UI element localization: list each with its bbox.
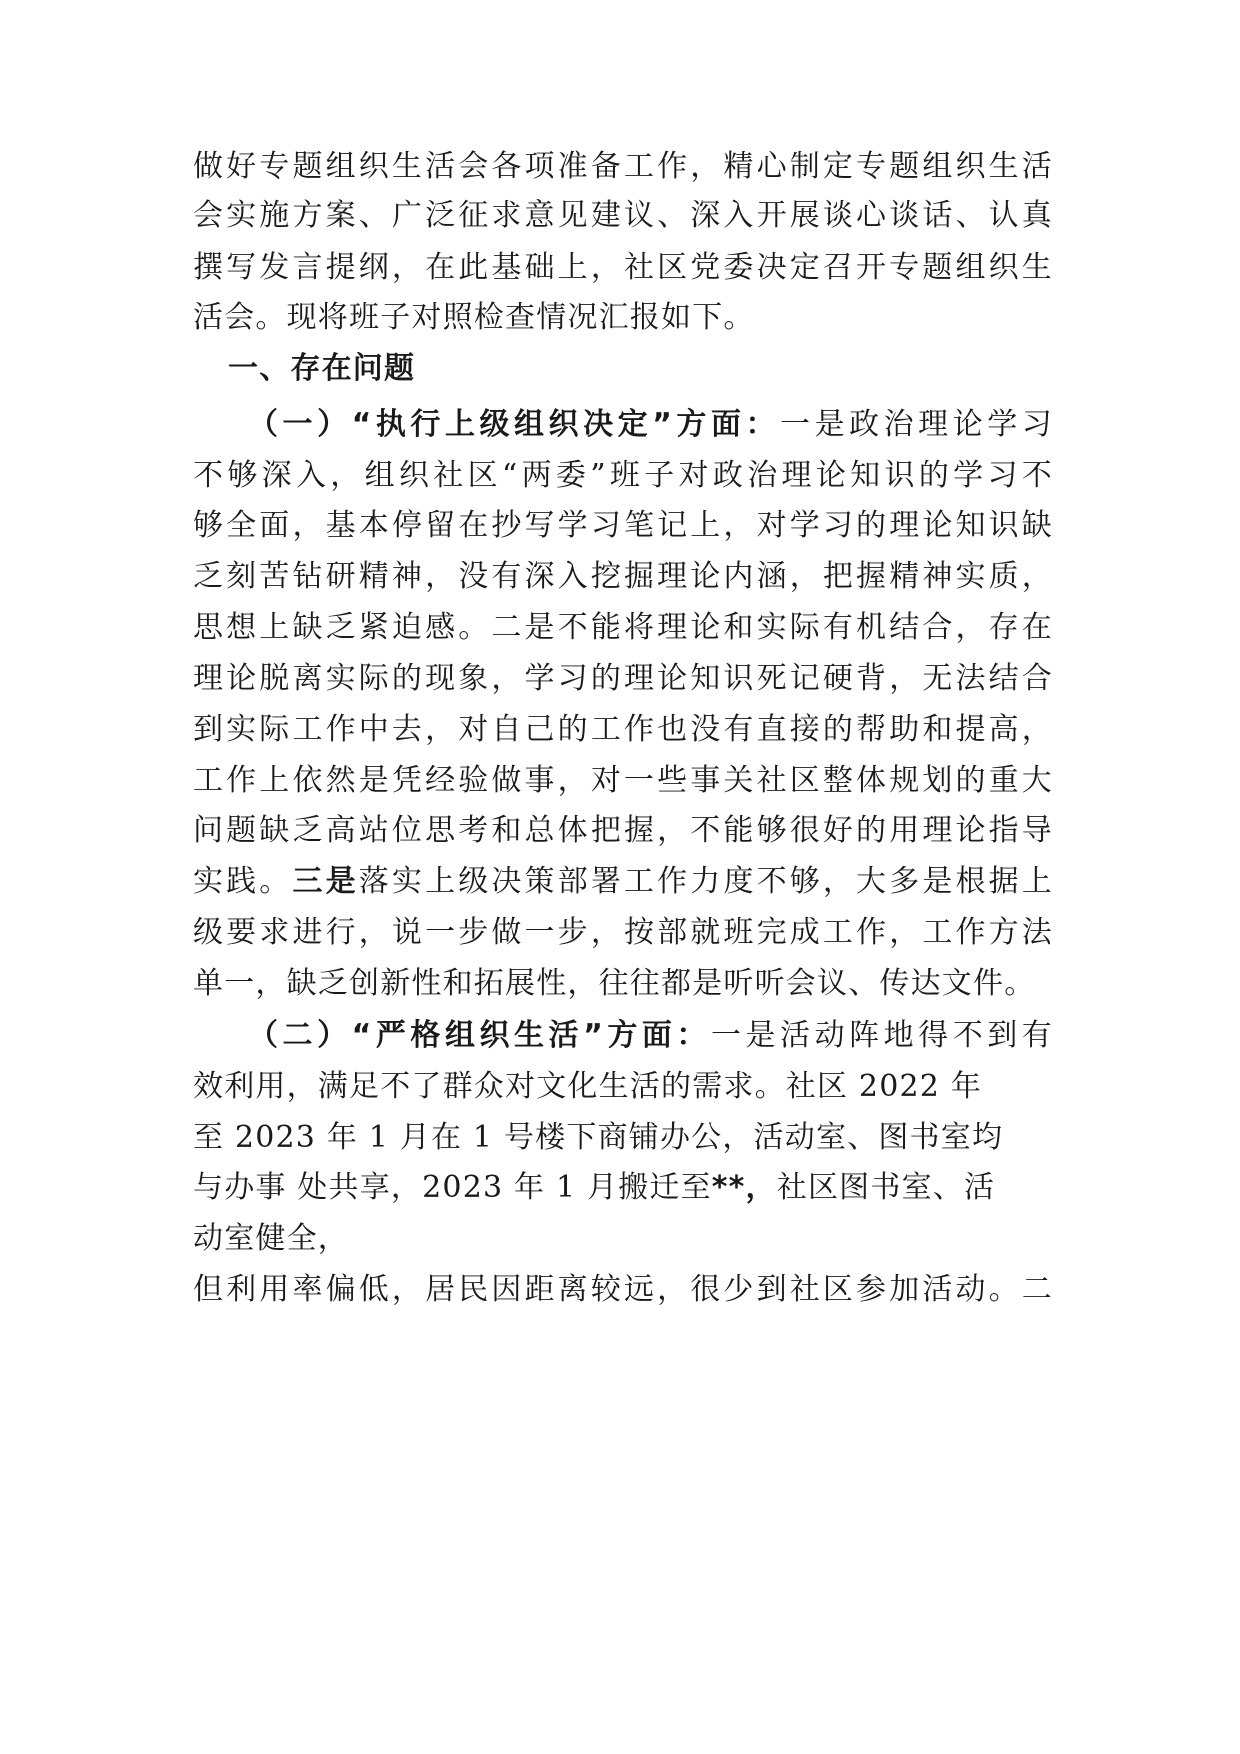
item1-line-emphasis: 三是 [292,864,359,899]
section-heading: 一、存在问题 [228,351,416,386]
item1-first-line-text: 一是政治理论学习 [780,407,1053,442]
item1-line: 够全面，基本停留在抄写学习笔记上，对学习的理论知识缺 [193,508,1053,543]
item2-line: 至 2023 年 1 月在 1 号楼下商铺办公，活动室、图书室均 [193,1120,1004,1155]
item1-line: 问题缺乏高站位思考和总体把握，不能够很好的用理论指导 [193,813,1053,848]
item2-label: （二）“严格组织生活”方面： [248,1018,711,1053]
intro-line-2: 会实施方案、广泛征求意见建议、深入开展谈心谈话、认真 [193,198,1053,233]
item1-line: 乏刻苦钻研精神，没有深入挖掘理论内涵，把握精神实质， [193,559,1053,594]
item1-first-line [248,397,1053,453]
item1-line: 不够深入，组织社区“两委”班子对政治理论知识的学习不 [193,458,1053,493]
item2-line-pre: 与办事 处共享，2023 年 1 月搬迁至 [193,1170,712,1205]
item1-line: 级要求进行，说一步做一步，按部就班完成工作，工作方法 [193,915,1053,950]
item1-line-pre: 实践。 [193,864,293,899]
item2-line: 但利用率偏低，居民因距离较远，很少到社区参加活动。二 [193,1272,1053,1307]
intro-line-1: 做好专题组织生活会各项准备工作，精心制定专题组织生活 [193,149,1053,184]
item2-line-emphasis: **， [711,1170,777,1205]
item2-first-line-text: 一是活动阵地得不到有 [710,1018,1054,1053]
item2-line-with-emphasis [193,1160,1053,1216]
item2-first-line [248,1008,1053,1064]
intro-line-3: 撰写发言提纲，在此基础上，社区党委决定召开专题组织生 [193,250,1053,285]
item2-line: 动室健全， [193,1221,349,1256]
item1-line-last: 单一，缺乏创新性和拓展性，往往都是听听会议、传达文件。 [193,966,1036,1001]
item1-line: 工作上依然是凭经验做事，对一些事关社区整体规划的重大 [193,763,1053,798]
item2-line: 效利用，满足不了群众对文化生活的需求。社区 2022 年 [193,1069,983,1104]
item1-line: 思想上缺乏紧迫感。二是不能将理论和实际有机结合，存在 [193,610,1053,645]
item1-line: 理论脱离实际的现象，学习的理论知识死记硬背，无法结合 [193,661,1053,696]
item1-line-with-emphasis [193,854,1053,910]
item1-line-post: 落实上级决策部署工作力度不够，大多是根据上 [358,864,1054,899]
item2-line-post: 社区图书室、活 [776,1170,996,1205]
item1-label: （一）“执行上级组织决定”方面： [248,407,781,442]
item1-line: 到实际工作中去，对自己的工作也没有直接的帮助和提高， [193,712,1053,747]
intro-line-4: 活会。现将班子对照检查情况汇报如下。 [193,300,755,335]
